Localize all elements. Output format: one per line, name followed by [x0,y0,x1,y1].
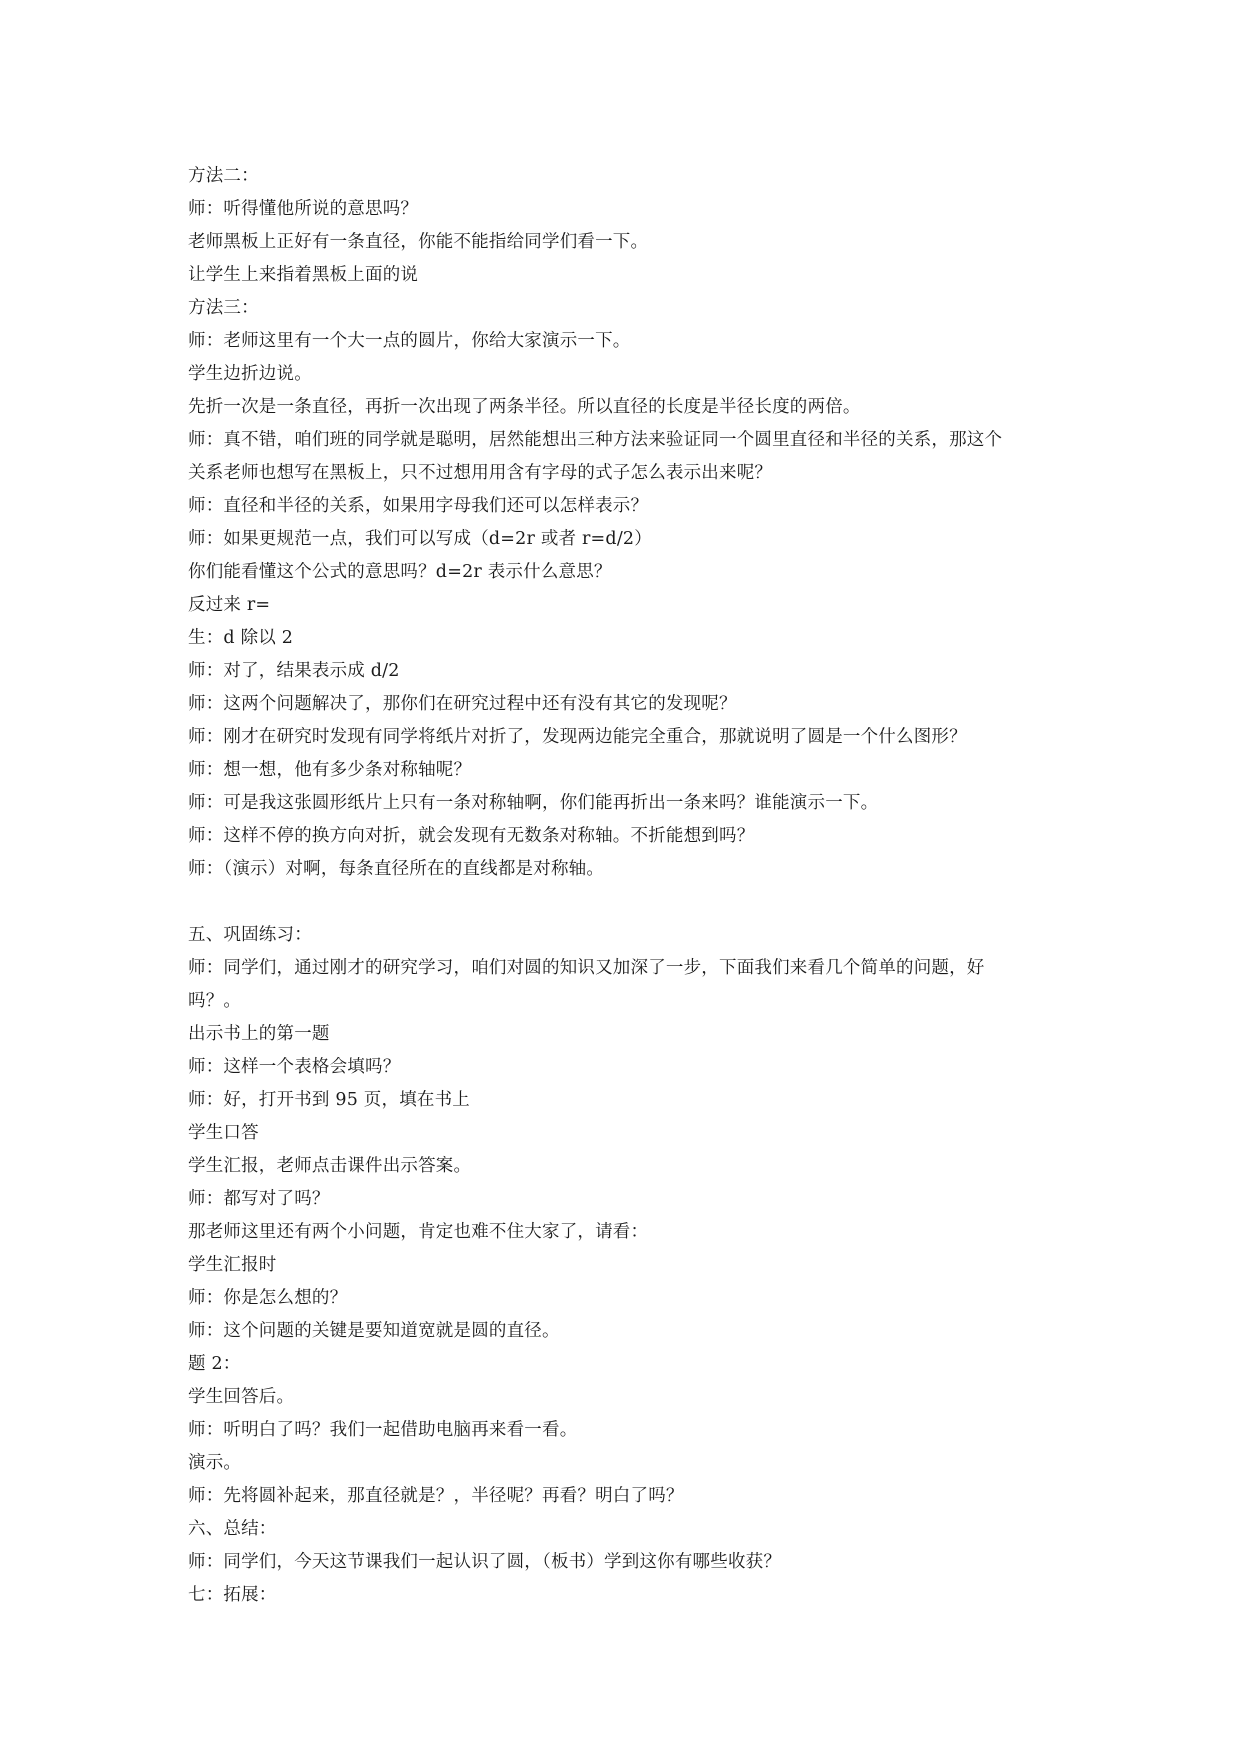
text-line: 方法三： [188,298,259,318]
text-line: 那老师这里还有两个小问题，肯定也难不住大家了，请看： [188,1222,649,1242]
text-line: 吗？。 [188,991,242,1011]
section-heading: 七：拓展： [188,1585,277,1605]
text-line: 师：你是怎么想的？ [188,1288,348,1308]
text-line: 师：都写对了吗？ [188,1189,330,1209]
section-heading: 六、总结： [188,1519,277,1539]
text-line: 关系老师也想写在黑板上，只不过想用用含有字母的式子怎么表示出来呢？ [188,463,773,483]
text-line: 师：这样一个表格会填吗？ [188,1057,401,1077]
text-line: 师：这两个问题解决了，那你们在研究过程中还有没有其它的发现呢？ [188,694,737,714]
text-line: 师：直径和半径的关系，如果用字母我们还可以怎样表示？ [188,496,649,516]
text-line: 师：如果更规范一点，我们可以写成（d=2r 或者 r=d/2） [188,529,652,549]
text-line: 演示。 [188,1453,242,1473]
text-line: 师：老师这里有一个大一点的圆片，你给大家演示一下。 [188,331,631,351]
text-line: 方法二： [188,166,259,186]
text-line: 生：d 除以 2 [188,628,294,648]
text-line: 师：听明白了吗？我们一起借助电脑再来看一看。 [188,1420,578,1440]
text-line: 题 2： [188,1354,241,1374]
blank-line [188,886,1068,919]
text-line: 师：对了，结果表示成 d/2 [188,661,400,681]
text-line: 师：（演示）对啊，每条直径所在的直线都是对称轴。 [188,859,605,879]
text-line: 你们能看懂这个公式的意思吗？d=2r 表示什么意思？ [188,562,612,582]
text-line: 学生汇报，老师点击课件出示答案。 [188,1156,472,1176]
text-line: 学生汇报时 [188,1255,277,1275]
text-line: 师：先将圆补起来，那直径就是？，半径呢？再看？明白了吗？ [188,1486,684,1506]
text-line: 师：好，打开书到 95 页，填在书上 [188,1090,470,1110]
text-line: 反过来 r= [188,595,271,615]
text-line: 先折一次是一条直径，再折一次出现了两条半径。所以直径的长度是半径长度的两倍。 [188,397,861,417]
text-line: 学生边折边说。 [188,364,312,384]
text-line: 师：这样不停的换方向对折，就会发现有无数条对称轴。不折能想到吗？ [188,826,755,846]
text-line: 学生口答 [188,1123,259,1143]
text-line: 师：听得懂他所说的意思吗？ [188,199,419,219]
text-line: 师：想一想，他有多少条对称轴呢？ [188,760,472,780]
text-line: 师：这个问题的关键是要知道宽就是圆的直径。 [188,1321,560,1341]
text-line: 师：同学们，今天这节课我们一起认识了圆，（板书）学到这你有哪些收获？ [188,1552,782,1572]
text-line: 老师黑板上正好有一条直径，你能不能指给同学们看一下。 [188,232,649,252]
text-line: 让学生上来指着黑板上面的说 [188,265,419,285]
text-line: 师：可是我这张圆形纸片上只有一条对称轴啊，你们能再折出一条来吗？谁能演示一下。 [188,793,879,813]
section-heading: 五、巩固练习： [188,925,312,945]
text-line: 师：真不错，咱们班的同学就是聪明，居然能想出三种方法来验证同一个圆里直径和半径的关系，那这个 [188,430,1003,450]
document-body [188,160,1068,1612]
text-line: 学生回答后。 [188,1387,295,1407]
text-line: 师：同学们，通过刚才的研究学习，咱们对圆的知识又加深了一步，下面我们来看几个简单的问题，好 [188,958,985,978]
text-line: 师：刚才在研究时发现有同学将纸片对折了，发现两边能完全重合，那就说明了圆是一个什么图形？ [188,727,967,747]
text-line: 出示书上的第一题 [188,1024,330,1044]
